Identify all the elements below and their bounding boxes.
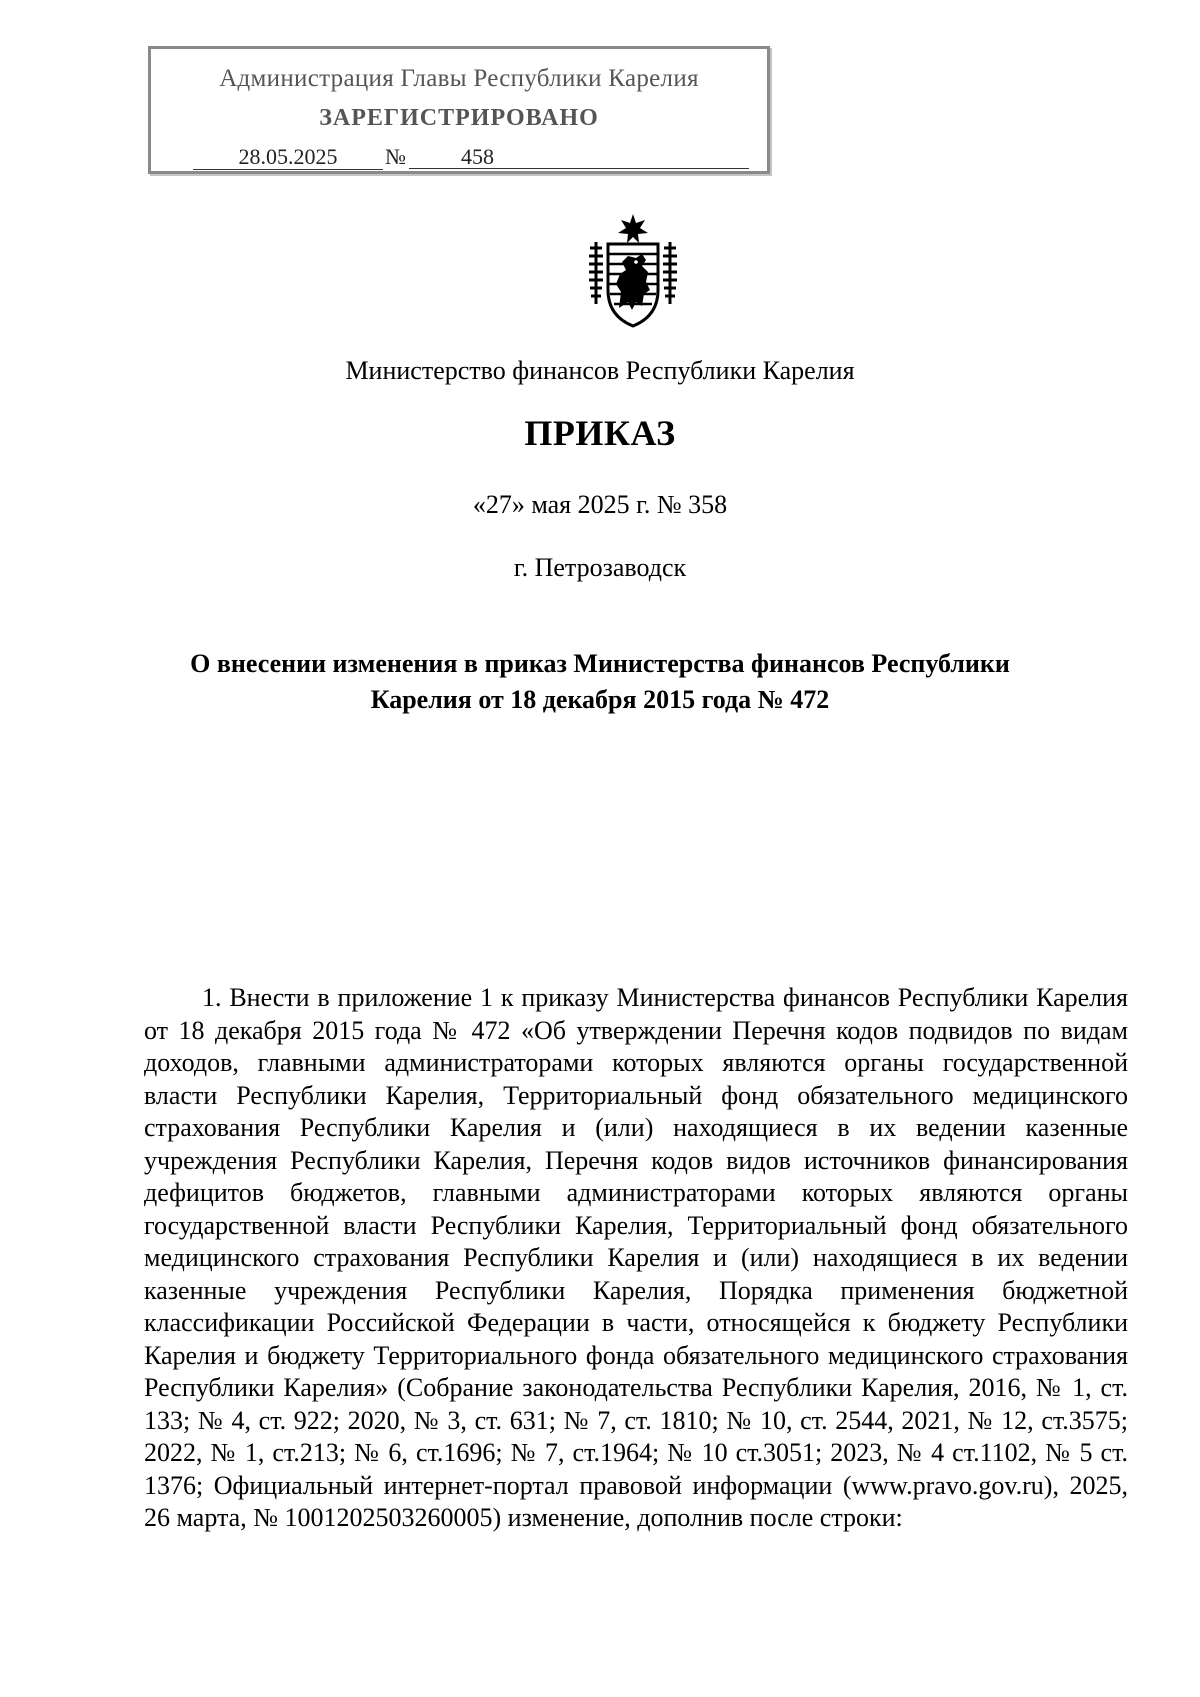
subject-line-1: О внесении изменения в приказ Министерства финансов Республики [190,649,1010,678]
registration-stamp [148,46,770,174]
stamp-number: 458 [409,145,749,169]
stamp-number-label: № [385,144,406,169]
ministry-name: Министерство финансов Республики Карелия [345,356,855,385]
body-paragraph-1: 1. Внести в приложение 1 к приказу Министерства финансов Республики Карелия от 18 декабря 2015 года № 472 «Об утверждении Перечня кодов подвидов по видам доходов, главными администраторами которых являются органы государственной власти Республики Карелия, Территориальный фонд обязательного медицинского страхования Республики Карелия и (или) находящиеся в их ведении казенные учреждения Республики Карелия, Перечня кодов видов источников финансирования дефицитов бюджетов, главными администраторами которых являются органы государственной власти Республики Карелия, Территориальный фонд обязательного медицинского страхования Республики Карелия и (или) находящиеся в их ведении казенные учреждения Республики Карелия, Порядка применения бюджетной классификации Российской Федерации в части, относящейся к бюджету Республики Карелия и бюджету Территориального фонда обязательного медицинского страхования Республики Карелия» (Собрание законодательства Республики Карелия, 2016, № 1, ст. 133; № 4, ст. 922; 2020, № 3, ст. 631; № 7, ст. 1810; № 10, ст. 2544, 2021, № 12, ст.3575; 2022, № 1, ст.213; № 6, ст.1696; № 7, ст.1964; № 10 ст.3051; 2023, № 4 ст.1102, № 5 ст. 1376; Официальный интернет-портал правовой информации (www.pravo.gov.ru), 2025, 26 марта, № 1001202503260005) изменение, дополнив после строки: [144,983,1128,1532]
document-date-number: «27» мая 2025 г. № 358 [472,490,728,519]
subject-line-2: Карелия от 18 декабря 2015 года № 472 [370,685,830,714]
document-subject [0,646,1200,718]
stamp-organization: Администрация Главы Республики Карелия [219,65,699,92]
karelia-coat-of-arms-icon [586,212,680,330]
stamp-date: 28.05.2025 [193,145,383,170]
stamp-status: ЗАРЕГИСТРИРОВАНО [319,105,599,131]
document-city: г. Петрозаводск [513,553,687,582]
document-type: ПРИКАЗ [524,413,676,453]
